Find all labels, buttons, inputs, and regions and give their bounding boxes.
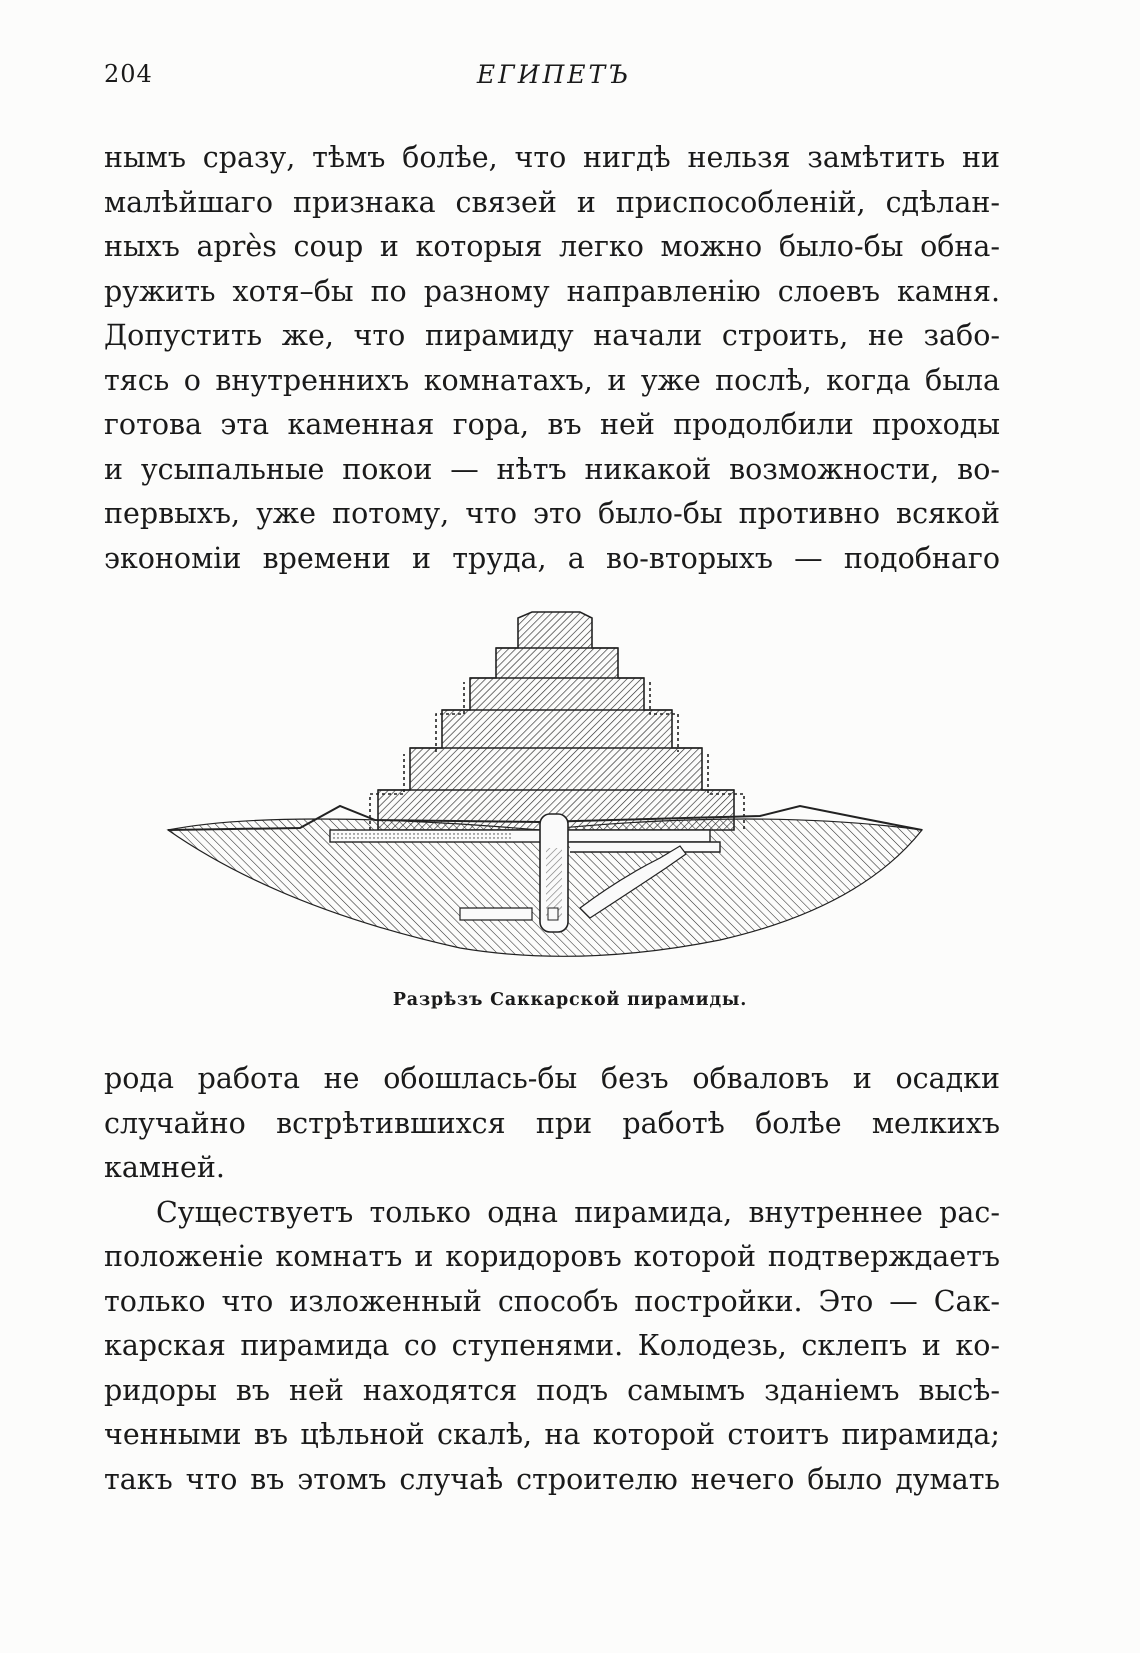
text-line: тясь о внутреннихъ комнатахъ, и уже послѣ, когда была — [104, 363, 1000, 397]
text-line: Существуетъ только одна пирамида, внутреннее рас- — [156, 1195, 1000, 1229]
text-line: экономіи времени и труда, а во-вторыхъ — подобнаго — [104, 541, 1000, 575]
text-line: ружить хотя–бы по разному направленію слоевъ камня. — [104, 274, 1000, 308]
text-line: Допустить же, что пирамиду начали строить, не забо- — [104, 319, 1000, 352]
text-line: такъ что въ этомъ случаѣ строителю нечего было думать — [104, 1462, 1000, 1496]
running-title: ЕГИПЕТЪ — [476, 60, 632, 89]
text-line: положеніе комнатъ и коридоровъ которой подтверждаетъ — [104, 1240, 1000, 1273]
text-line: первыхъ, уже потому, что это было-бы противно всякой — [104, 497, 1000, 530]
text-line: ченными въ цѣльной скалѣ, на которой стоитъ пирамида; — [104, 1418, 1000, 1451]
text-line: ныхъ après coup и которыя легко можно было-бы обна- — [104, 230, 1000, 263]
page-number: 204 — [104, 60, 153, 88]
text-line: ридоры въ ней находятся подъ самымъ зданіемъ высѣ- — [104, 1373, 1000, 1407]
text-line: карская пирамида со ступенями. Колодезь, склепъ и ко- — [104, 1329, 1000, 1362]
text-line: и усыпальные покои — нѣтъ никакой возможности, во- — [104, 452, 1000, 486]
paragraph-continued — [104, 136, 1000, 581]
corridor-right — [570, 842, 720, 852]
side-passage — [460, 908, 532, 920]
pyramid-cross-section-illustration — [160, 608, 930, 968]
text-line: готова эта каменная гора, въ ней продолбили проходы — [104, 408, 1000, 441]
text-line: нымъ сразу, тѣмъ болѣе, что нигдѣ нельзя замѣтить ни — [104, 141, 1000, 174]
paragraph-body — [104, 1057, 1000, 1502]
text-line: камней. — [104, 1151, 225, 1184]
page-header — [104, 60, 1004, 100]
text-line: рода работа не обошлась-бы безъ обваловъ и осадки — [104, 1062, 1000, 1095]
figure-caption: Разрѣзъ Саккарской пирамиды. — [392, 990, 748, 1010]
text-line: случайно встрѣтившихся при работѣ болѣе мелкихъ — [104, 1106, 1000, 1140]
text-line: только что изложенный способъ постройки. Это — Сак- — [104, 1284, 1000, 1318]
text-line: малѣйшаго признака связей и приспособленій, сдѣлан- — [104, 185, 1000, 219]
stepped-pyramid — [370, 612, 744, 830]
